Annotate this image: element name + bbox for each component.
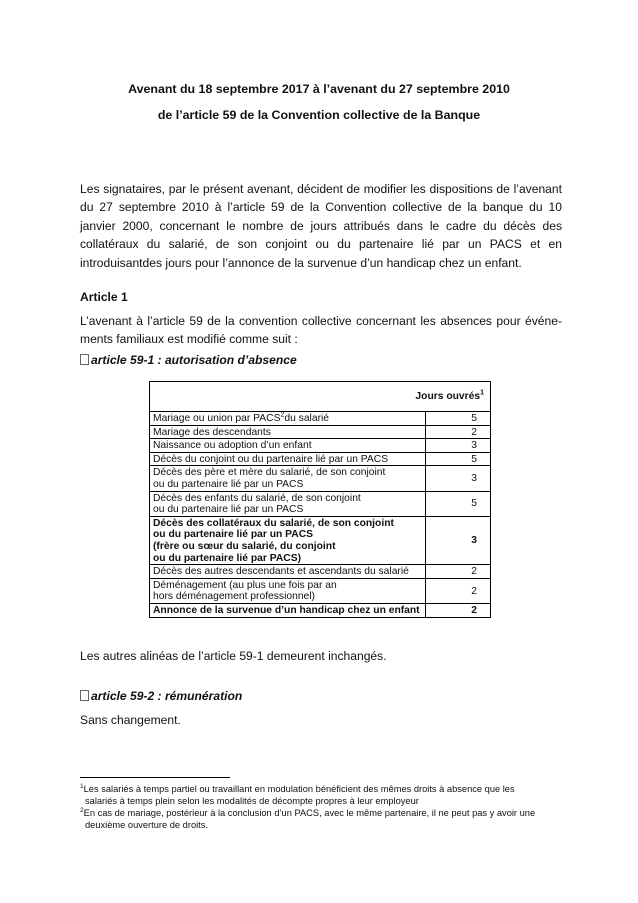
table-row: [150, 565, 491, 579]
table-row-label-text: Naissance ou adoption d’un enfant: [153, 440, 312, 452]
table-row-label: [150, 565, 426, 579]
footnote-text-line-2: salariés à temps plein selon les modalités de décompte propres à leur employeur: [85, 795, 419, 806]
table-row: [150, 578, 491, 603]
table-row-label-line: (frère ou sœur du salarié, du conjoint: [153, 540, 336, 552]
table-row: [150, 603, 491, 617]
table-row-value: 2: [426, 565, 491, 579]
table-row-label-text: Annonce de la survenue d’un handicap chez un enfant: [153, 604, 420, 616]
table-row-label-line: Décès des collatéraux du salarié, de son conjoint: [153, 517, 394, 529]
section-59-2-text: Sans changement.: [80, 713, 181, 727]
intro-paragraph: Les signataires, par le présent avenant, décident de modifier les dispositions de l’avenant du 27 septembre 2010 à l’article 59 de la Convention collective de la banque du 10 janvier 2000, concernant le nombre de jours attribués dans le cadre du décès des collatéraux du salarié, de son conjoint ou du partenaire lié par un PACS et en introduisantdes jours pour l’annonce de la survenue d’un handicap chez un enfant.: [80, 182, 562, 270]
table-row-label: [150, 578, 426, 603]
table-row-label-text: Décès des autres descendants et ascendants du salarié: [153, 566, 409, 578]
table-row: [150, 491, 491, 516]
footnote-text-line-1: Les salariés à temps partiel ou travaillant en modulation bénéficient des mêmes droits à absence que les: [83, 784, 515, 794]
table-row: [150, 412, 491, 426]
table-row-label: [150, 603, 426, 617]
table-row-label-text: Mariage ou union par PACS: [153, 413, 281, 424]
article-heading: Article 1: [80, 290, 128, 304]
table-row-label-line: Décès des père et mère du salarié, de son conjoint: [153, 467, 386, 479]
footnote-number: 2: [80, 807, 84, 814]
footnote-ref-1: 1: [480, 389, 484, 397]
footnote-text-line-1: En cas de mariage, postérieur à la conclusion d’un PACS, avec le même partenaire, il ne peut pas y avoir une: [83, 808, 536, 818]
table-row-value: 3: [426, 466, 491, 491]
table-row-label-text: Décès du conjoint ou du partenaire lié par un PACS: [153, 453, 389, 465]
table-row-label-line: Déménagement (au plus une fois par an: [153, 579, 337, 591]
table-row-value: 2: [426, 425, 491, 439]
table-row-value: 3: [426, 439, 491, 453]
footnote-1: [80, 781, 570, 807]
table-row-value: 2: [426, 603, 491, 617]
table-row-label: [150, 466, 426, 491]
absence-table: [149, 381, 491, 618]
table-row-label: [150, 439, 426, 453]
table-row-label-line: Décès des enfants du salarié, de son conjoint: [153, 492, 361, 504]
table-header-row: [150, 382, 491, 412]
table-row-label-line: hors déménagement professionnel): [153, 591, 315, 603]
table-row-label: [150, 412, 426, 426]
checkbox-glyph-icon: [80, 354, 89, 365]
table-header-label: Jours ouvrés: [415, 391, 481, 403]
table-row-label: [150, 491, 426, 516]
table-row-value: 2: [426, 578, 491, 603]
footnote-2: [80, 805, 570, 831]
table-row-label-suffix: du salarié: [284, 413, 330, 424]
footnote-text-line-2: deuxième ouverture de droits.: [85, 819, 208, 830]
section-59-1-heading: [80, 353, 297, 367]
table-row: [150, 452, 491, 466]
document-title-line-2: de l’article 59 de la Convention collective de la Banque: [157, 108, 481, 122]
table-row: [150, 425, 491, 439]
table-row-label-line: ou du partenaire lié par un PACS: [153, 529, 314, 541]
checkbox-glyph-icon: [80, 690, 89, 701]
table-header-cell: [150, 382, 491, 412]
table-row-label-text: Mariage des descendants: [153, 426, 271, 438]
table-row-label: [150, 452, 426, 466]
document-title-line-1: Avenant du 18 septembre 2017 à l’avenant du 27 septembre 2010: [128, 82, 510, 96]
footnote-ref-2: 2: [280, 411, 285, 419]
table-row-value: 5: [426, 452, 491, 466]
table-row: [150, 516, 491, 564]
table-row-value: 3: [426, 516, 491, 564]
table-row-label-line: ou du partenaire lié par un PACS: [153, 504, 304, 516]
section-59-2-title: article 59-2 : rémunération: [91, 689, 243, 703]
section-59-1-title: article 59-1 : autorisation d’absence: [91, 353, 297, 367]
table-row-label: [150, 516, 426, 564]
table-row-value: 5: [426, 412, 491, 426]
article-paragraph: L’avenant à l’article 59 de la convention collective concernant les absences pour événe-ments familiaux est modifié comme suit :: [80, 314, 562, 347]
after-table-paragraph: Les autres alinéas de l’article 59-1 demeurent inchangés.: [80, 649, 387, 663]
table-row: [150, 439, 491, 453]
table-row-value: 5: [426, 491, 491, 516]
table-row-label-line: ou du partenaire lié par un PACS: [153, 478, 304, 490]
table-row-label-line: ou du partenaire lié par PACS): [153, 552, 301, 564]
table-row-label: [150, 425, 426, 439]
section-59-2-heading: [80, 689, 242, 703]
footnote-number: 1: [80, 783, 84, 790]
footnote-separator: [80, 777, 230, 778]
table-row: [150, 466, 491, 491]
